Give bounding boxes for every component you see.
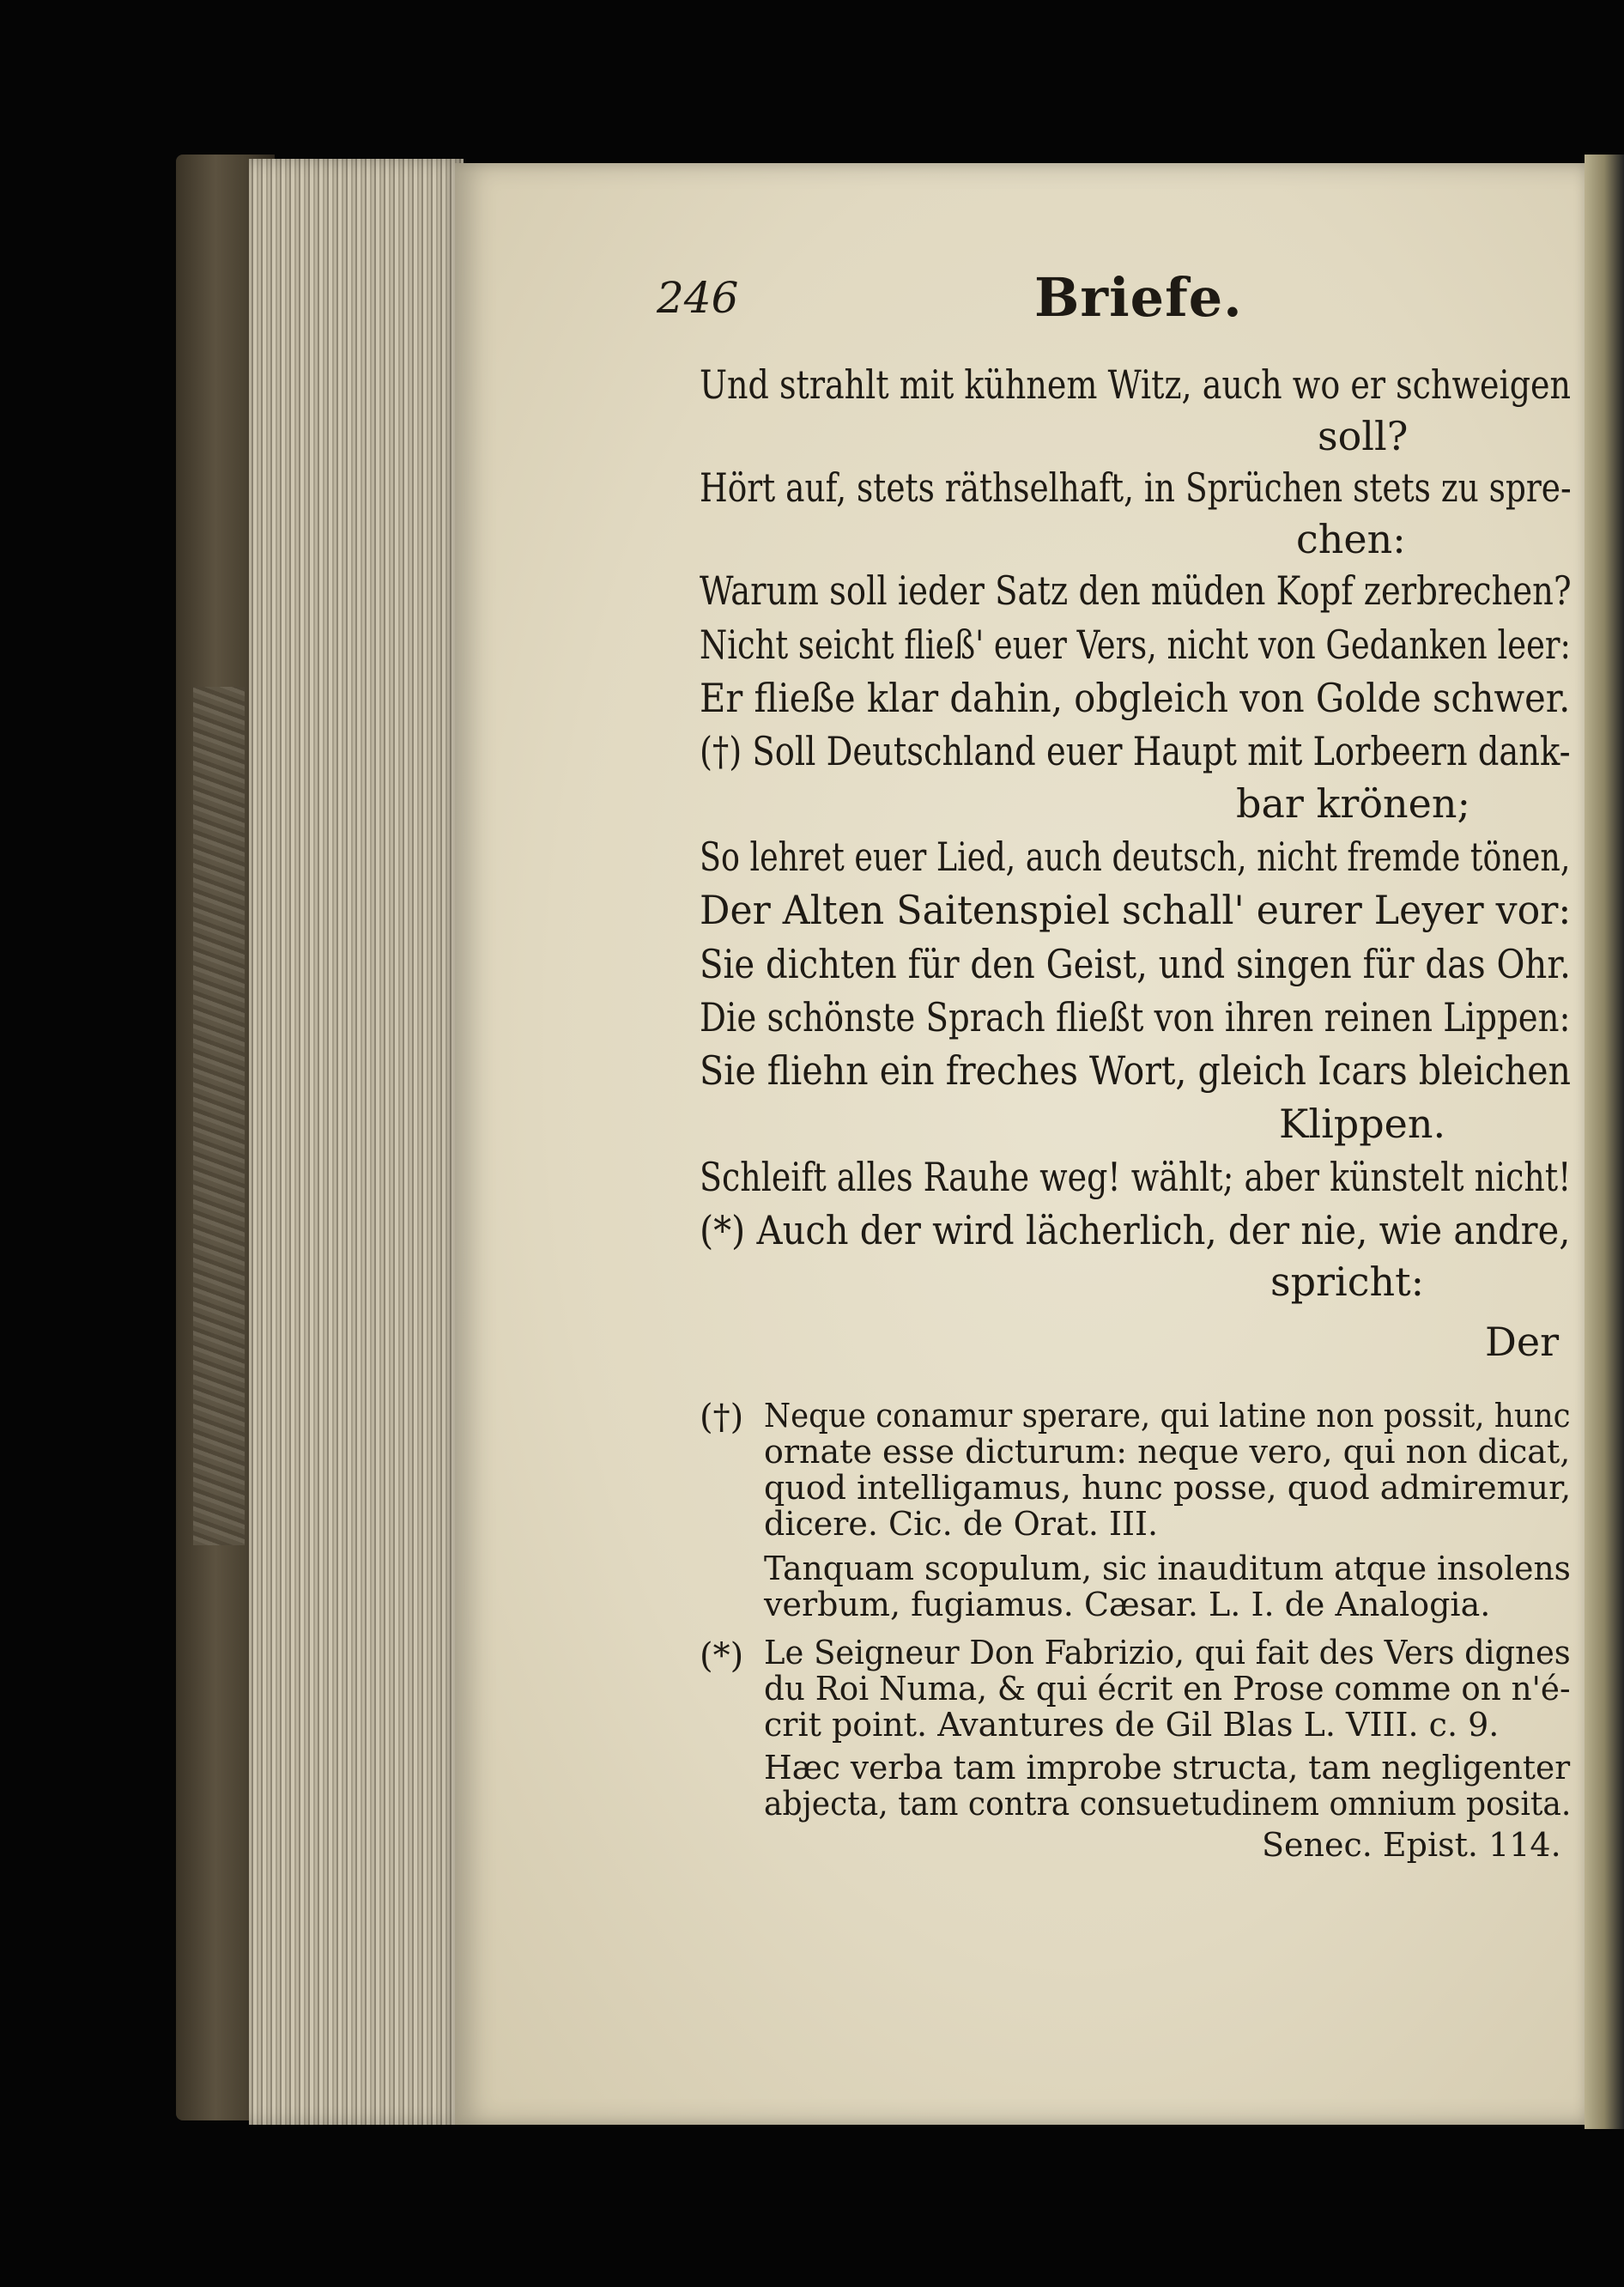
verse-line: (*) Auch der wird lächerlich, der nie, wie andre,	[700, 1207, 1571, 1253]
footnote-line: du Roi Numa, & qui écrit en Prose comme on n'é-	[764, 1670, 1571, 1708]
footnote-marker: (†)	[700, 1398, 744, 1437]
footnote-line: Tanquam scopulum, sic inauditum atque insolens	[764, 1550, 1571, 1587]
footnote-line: abjecta, tam contra consuetudinem omnium posita.	[764, 1785, 1572, 1823]
verse-line: Sie fliehn ein freches Wort, gleich Icars bleichen	[700, 1047, 1572, 1094]
verse-line: Die schönste Sprach fließt von ihren reinen Lippen:	[700, 994, 1571, 1040]
footnote-line: Neque conamur sperare, qui latine non possit, hunc	[764, 1397, 1571, 1435]
verse-line: Schleift alles Rauhe weg! wählt; aber künstelt nicht!	[700, 1154, 1572, 1200]
footnote-line: Senec. Epist. 114.	[1262, 1826, 1561, 1864]
verse-line: Nicht seicht fließ' euer Vers, nicht von Gedanken leer:	[700, 622, 1571, 668]
verse-line: spricht:	[1270, 1259, 1425, 1305]
verse-line: So lehret euer Lied, auch deutsch, nicht fremde tönen,	[700, 834, 1571, 880]
footnote-line: crit point. Avantures de Gil Blas L. VIII. c. 9.	[764, 1706, 1500, 1744]
verse-line: Er fließe klar dahin, obgleich von Golde schwer.	[700, 675, 1571, 721]
book-gutter-right	[1585, 155, 1624, 2129]
verse-line: Und strahlt mit kühnem Witz, auch wo er schweigen	[700, 361, 1572, 408]
verse-line: Hört auf, stets räthselhaft, in Sprüchen stets zu spre-	[700, 464, 1572, 511]
verse-line: soll?	[1318, 413, 1409, 459]
footnote-line: Hæc verba tam improbe structa, tam negligenter	[764, 1749, 1571, 1787]
verse-line: Der	[1485, 1319, 1560, 1365]
verse-line: Sie dichten für den Geist, und singen für das Ohr.	[700, 941, 1571, 987]
verse-line: bar krönen;	[1236, 780, 1471, 827]
footnote-line: Le Seigneur Don Fabrizio, qui fait des Vers dignes	[764, 1634, 1571, 1671]
footnote-line: quod intelligamus, hunc posse, quod admiremur,	[764, 1469, 1572, 1507]
verse-line: Der Alten Saitenspiel schall' eurer Leyer vor:	[700, 887, 1572, 933]
verse-line: chen:	[1296, 516, 1406, 562]
page-stack-edges	[249, 159, 464, 2125]
verse-line: Warum soll ieder Satz den müden Kopf zerbrechen?	[700, 567, 1572, 614]
footnote-marker: (*)	[700, 1636, 744, 1676]
verse-line: (†) Soll Deutschland euer Haupt mit Lorbeern dank-	[700, 728, 1571, 774]
verse-line: Klippen.	[1279, 1101, 1446, 1147]
footnote-line: verbum, fugiamus. Cæsar. L. I. de Analogia.	[764, 1586, 1491, 1623]
footnote-line: dicere. Cic. de Orat. III.	[764, 1505, 1159, 1543]
footnote-line: ornate esse dicturum: neque vero, qui non dicat,	[764, 1433, 1571, 1471]
page-number: 246	[657, 273, 739, 323]
running-title: Briefe.	[1034, 266, 1243, 329]
